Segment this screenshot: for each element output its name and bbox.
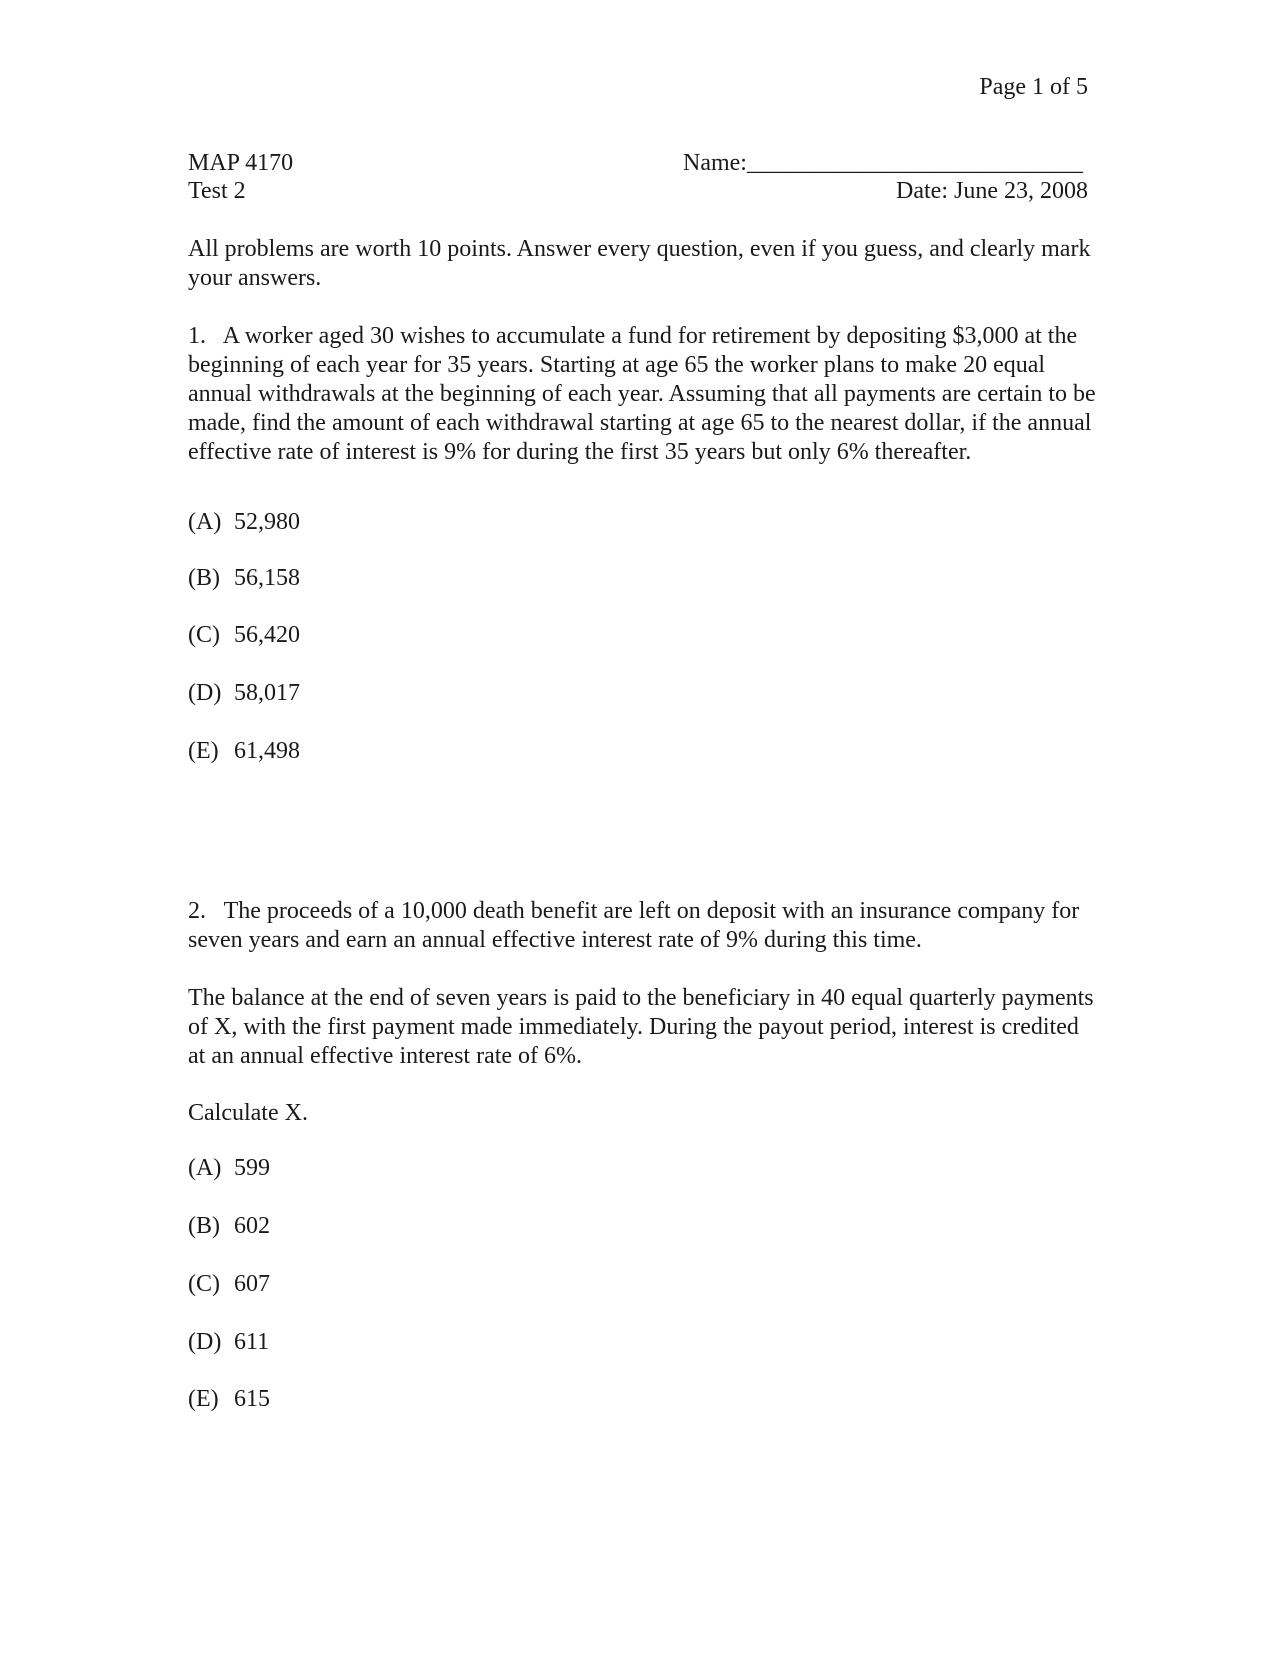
instructions: All problems are worth 10 points. Answer every question, even if you guess, and clearly mark your answers. — [188, 236, 1091, 291]
choice-letter: (C) — [188, 622, 220, 648]
question-text: A worker aged 30 wishes to accumulate a fund for retirement by depositing $3,000 at the beginning of each year for 35 years. Starting at age 65 the worker plans to make 20 equal annual withdrawals at the beginning of each year. Assuming that all payments are certain to be made, find the amount of each withdrawal starting at age 65 to the nearest dollar, if the annual effective rate of interest is 9% for during the first 35 years but only 6% thereafter. — [188, 323, 1096, 465]
choice-value: 611 — [234, 1329, 270, 1355]
choice-letter: (B) — [188, 565, 220, 591]
choice-letter: (B) — [188, 1213, 220, 1239]
answer-choice — [188, 564, 300, 593]
answer-choice — [188, 1270, 270, 1299]
choice-value: 56,158 — [234, 565, 300, 591]
answer-choice — [188, 737, 300, 766]
name-label: Name: — [683, 150, 747, 176]
question-number: 2. — [188, 898, 206, 924]
question-text: The proceeds of a 10,000 death benefit are left on deposit with an insurance company for seven years and earn an annual effective interest rate of 9% during this time. — [188, 898, 1080, 953]
answer-choice — [188, 1212, 270, 1241]
choice-letter: (D) — [188, 680, 222, 706]
choice-value: 56,420 — [234, 622, 300, 648]
choice-letter: (E) — [188, 738, 219, 764]
choice-value: 602 — [234, 1213, 270, 1239]
answer-choice — [188, 1385, 270, 1414]
choice-letter: (D) — [188, 1329, 222, 1355]
choice-letter: (A) — [188, 1155, 222, 1181]
question-number: 1. — [188, 323, 206, 349]
name-blank: ____________________________ — [746, 150, 1083, 176]
answer-choice — [188, 1154, 270, 1183]
name-field — [683, 149, 1083, 178]
test-label: Test 2 — [188, 178, 246, 204]
choice-value: 58,017 — [234, 680, 300, 706]
answer-choice — [188, 508, 300, 537]
choice-value: 615 — [234, 1386, 270, 1412]
course-code: MAP 4170 — [188, 150, 294, 176]
question-2 — [188, 897, 1100, 955]
answer-choice — [188, 679, 300, 708]
question-1 — [188, 322, 1100, 467]
choice-letter: (A) — [188, 509, 222, 535]
page-number: Page 1 of 5 — [979, 74, 1088, 100]
exam-date: Date: June 23, 2008 — [896, 178, 1088, 204]
choice-value: 61,498 — [234, 738, 300, 764]
answer-choice — [188, 621, 300, 650]
choice-letter: (C) — [188, 1271, 220, 1297]
question-2-balance: The balance at the end of seven years is paid to the beneficiary in 40 equal quarterly payments of X, with the first payment made immediately. During the payout period, interest is credited at an annual effective interest rate of 6%. — [188, 985, 1094, 1069]
choice-value: 52,980 — [234, 509, 300, 535]
choice-letter: (E) — [188, 1386, 219, 1412]
question-2-prompt: Calculate X. — [188, 1100, 308, 1126]
choice-value: 599 — [234, 1155, 270, 1181]
answer-choice — [188, 1328, 269, 1357]
choice-value: 607 — [234, 1271, 270, 1297]
